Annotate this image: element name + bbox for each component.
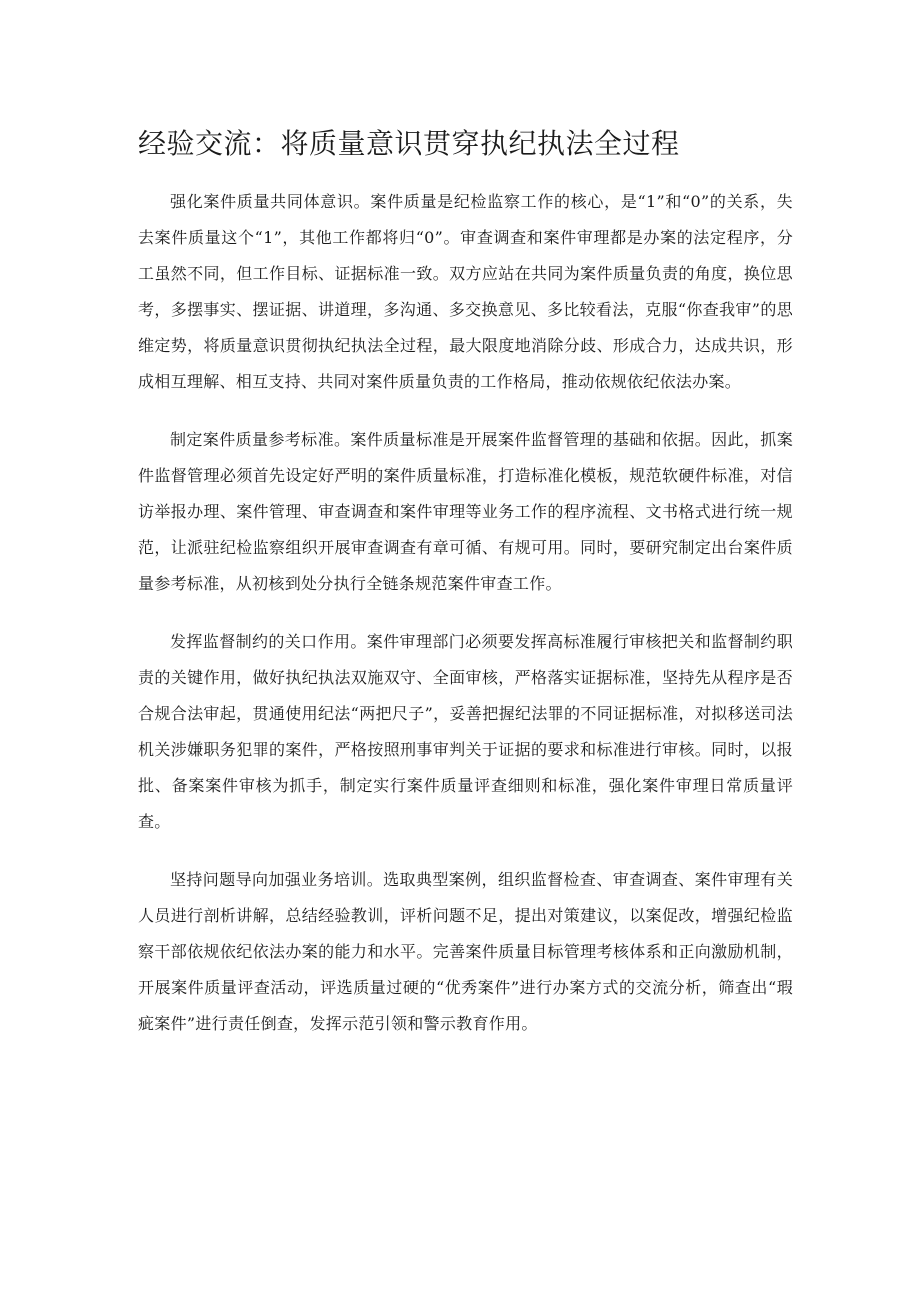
document-title: 经验交流：将质量意识贯穿执纪执法全过程 — [138, 127, 680, 160]
paragraph-quality-awareness: 强化案件质量共同体意识。案件质量是纪检监察工作的核心，是“1”和“0”的关系，失去案件质量这个“1”，其他工作都将归“0”。审查调查和案件审理都是办案的法定程序，分工虽然不同，但工作目标、证据标准一致。双方应站在共同为案件质量负责的角度，换位思考，多摆事实、摆证据、讲道理，多沟通、多交换意见、多比较看法，克服“你查我审”的思维定势，将质量意识贯彻执纪执法全过程，最大限度地消除分歧、形成合力，达成共识，形成相互理解、相互支持、共同对案件质量负责的工作格局，推动依规依纪依法办案。 — [138, 192, 793, 391]
paragraph-quality-standards: 制定案件质量参考标准。案件质量标准是开展案件监督管理的基础和依据。因此，抓案件监督管理必须首先设定好严明的案件质量标准，打造标准化模板，规范软硬件标准，对信访举报办理、案件管理、审查调查和案件审理等业务工作的程序流程、文书格式进行统一规范，让派驻纪检监察组织开展审查调查有章可循、有规可用。同时，要研究制定出台案件质量参考标准，从初核到处分执行全链条规范案件审查工作。 — [138, 430, 793, 593]
paragraph-business-training: 坚持问题导向加强业务培训。选取典型案例，组织监督检查、审查调查、案件审理有关人员进行剖析讲解，总结经验教训，评析问题不足，提出对策建议，以案促改，增强纪检监察干部依规依纪依法办案的能力和水平。完善案件质量目标管理考核体系和正向激励机制，开展案件质量评查活动，评选质量过硬的“优秀案件”进行办案方式的交流分析，筛查出“瑕疵案件”进行责任倒查，发挥示范引领和警示教育作用。 — [138, 870, 793, 1033]
paragraph-supervision-checkpoint: 发挥监督制约的关口作用。案件审理部门必须要发挥高标准履行审核把关和监督制约职责的关键作用，做好执纪执法双施双守、全面审核，严格落实证据标准，坚持先从程序是否合规合法审起，贯通使用纪法“两把尺子”，妥善把握纪法罪的不同证据标准，对拟移送司法机关涉嫌职务犯罪的案件，严格按照刑事审判关于证据的要求和标准进行审核。同时，以报批、备案案件审核为抓手，制定实行案件质量评查细则和标准，强化案件审理日常质量评查。 — [138, 632, 793, 831]
document-body — [138, 184, 793, 1064]
